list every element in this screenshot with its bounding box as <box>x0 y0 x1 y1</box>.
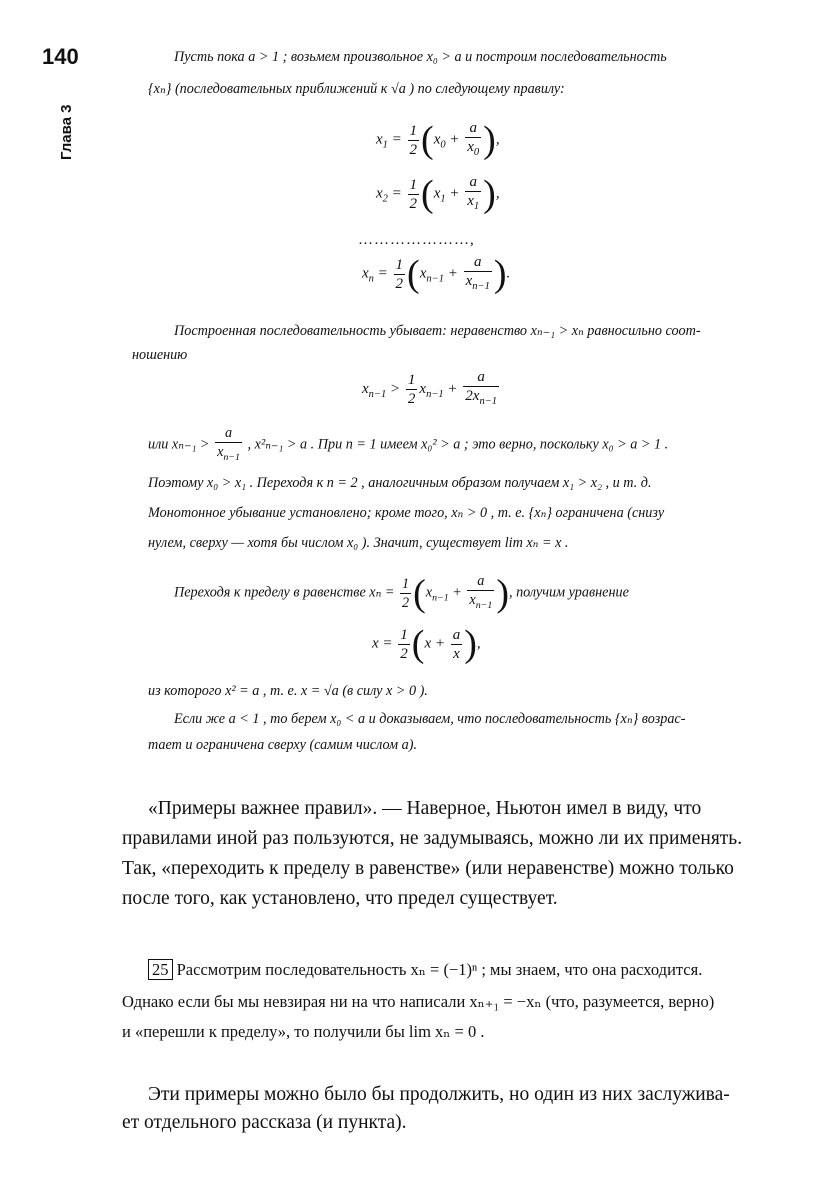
proof-line-1-b: , x²ₙ₋₁ > a . При n = 1 имеем x₀² > a ; это верно, поскольку x₀ > a > 1 . <box>247 436 669 453</box>
decreasing-line-2: ношению <box>132 347 188 363</box>
main-para-line-2: правилами иной раз пользуются, не задумываясь, можно ли их применять. <box>122 828 743 849</box>
limit-text-a: Переходя к пределу в равенстве xₙ = <box>174 584 395 601</box>
proof-line-1: или xₙ₋₁ > $\frac{a}{x_{n-1}}$ , x²ₙ₋₁ > a . При n = 1 имеем x₀² > a ; это верно, поскольку x₀ > a > 1 . <box>148 425 669 463</box>
formula-inequality: $x_{n-1}$ > $\frac{1}{2}$ $x_{n-1}$ + $\frac{a}{2x_{n-1}}$ <box>362 369 498 407</box>
intro-line-1: Пусть пока a > 1 ; возьмем произвольное x₀ > a и построим последовательность <box>174 49 667 65</box>
example-line-3: и «перешли к пределу», то получили бы lim xₙ = 0 . <box>122 1022 485 1041</box>
limit-line: Переходя к пределу в равенстве xₙ = $\frac{1}{2}$ ($x_{n-1}$ + $\frac{a}{x_{n-1}}$ ), получим уравнение <box>174 572 629 615</box>
example-line-1 <box>148 960 702 980</box>
example-line-2: Однако если бы мы невзирая ни на что написали xₙ₊₁ = −xₙ (что, разумеется, верно) <box>122 992 715 1011</box>
formula-limit-eq: x = $\frac{1}{2}$ (x + $\frac{a}{x}$ ), <box>372 623 481 665</box>
example-number: 25 <box>148 959 173 980</box>
limit-text-b: , получим уравнение <box>508 584 629 601</box>
proof-line-2: Поэтому x₀ > x₁ . Переходя к n = 2 , аналогичным образом получаем x₁ > x₂ , и т. д. <box>148 475 652 491</box>
formula-x1: $x_1$ = $\frac{1}{2}$ ($x_0$ + $\frac{a}{x_0}$ ), <box>376 119 500 161</box>
chapter-label <box>58 86 82 166</box>
intro-line-2: {xₙ} (последовательных приближений к √a ) по следующему правилу: <box>148 81 565 97</box>
formula-dots: …………………, <box>358 232 475 248</box>
main-para-line-3: Так, «переходить к пределу в равенстве» (или неравенстве) можно только <box>122 858 734 879</box>
main-para-line-4: после того, как установлено, что предел существует. <box>122 888 558 909</box>
example-line-1-text: Рассмотрим последовательность xₙ = (−1)ⁿ ; мы знаем, что она расходится. <box>176 960 703 979</box>
proof-line-4: нулем, сверху — хотя бы числом x₀ ). Значит, существует lim xₙ = x . <box>148 535 569 551</box>
page-number: 140 <box>42 44 79 69</box>
closing-line-1: Эти примеры можно было бы продолжить, но один из них заслужива- <box>148 1084 730 1105</box>
formula-x2: $x_2$ = $\frac{1}{2}$ ($x_1$ + $\frac{a}{x_1}$ ), <box>376 173 500 215</box>
main-para-line-1: «Примеры важнее правил». — Наверное, Ньютон имел в виду, что <box>148 798 702 819</box>
closing-line-2: ет отдельного рассказа (и пункта). <box>122 1112 407 1133</box>
chapter-label-text: Глава 3 <box>58 104 75 160</box>
case-line-2: тает и ограничена сверху (самим числом a). <box>148 737 417 753</box>
case-line-1: Если же a < 1 , то берем x₀ < a и доказываем, что последовательность {xₙ} возрас- <box>174 711 686 727</box>
limit-result: из которого x² = a , т. е. x = √a (в силу x > 0 ). <box>148 683 428 699</box>
formula-xn: $x_n$ = $\frac{1}{2}$ ($x_{n-1}$ + $\frac{a}{x_{n-1}}$ ). <box>362 253 511 295</box>
decreasing-line-1: Построенная последовательность убывает: неравенство xₙ₋₁ > xₙ равносильно соот- <box>174 323 701 339</box>
proof-line-3: Монотонное убывание установлено; кроме того, xₙ > 0 , т. е. {xₙ} ограничена (снизу <box>148 505 665 521</box>
proof-line-1-a: или xₙ₋₁ > <box>148 436 210 453</box>
